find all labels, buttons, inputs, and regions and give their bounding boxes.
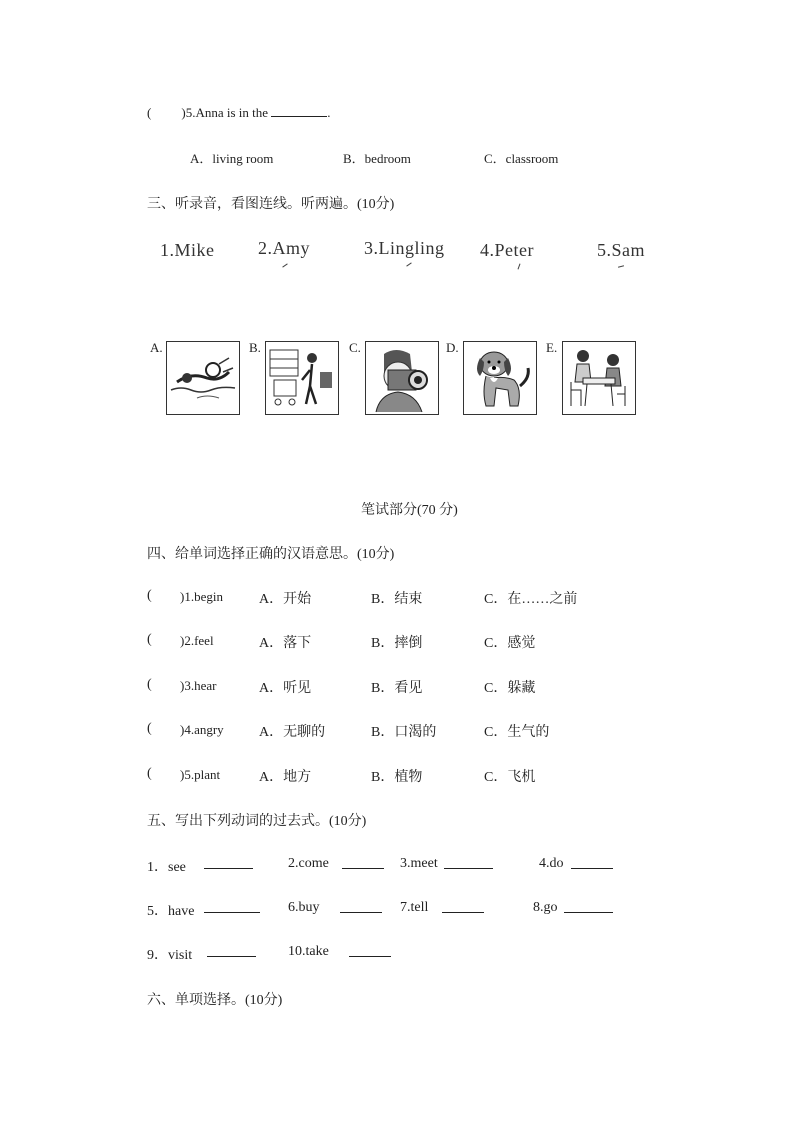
answer-blank[interactable] — [204, 900, 260, 913]
choice-b: B．植物 — [371, 770, 423, 785]
dot-mark — [406, 262, 411, 266]
verb-label: 5．have — [147, 904, 195, 919]
written-part-heading: 笔试部分(70 分) — [361, 503, 458, 518]
vocab-word: )5.plant — [180, 767, 221, 782]
answer-blank[interactable] — [340, 900, 382, 913]
name-amy: 2.Amy — [258, 238, 310, 258]
pic-letter-d: D. — [446, 340, 459, 355]
shopping-picture-icon — [265, 341, 339, 415]
answer-blank[interactable] — [444, 856, 493, 869]
question-5-stem — [147, 104, 331, 121]
answer-blank[interactable] — [207, 944, 256, 957]
answer-blank[interactable] — [349, 944, 391, 957]
choice-c: C．感觉 — [484, 636, 536, 651]
stem-period: . — [327, 105, 331, 120]
vocab-word: )1.begin — [180, 589, 223, 604]
choice-a: A．开始 — [259, 592, 312, 607]
vocab-word: )3.hear — [180, 678, 217, 693]
answer-paren[interactable]: ( — [147, 677, 152, 692]
answer-paren[interactable]: ( — [147, 632, 152, 647]
choice-b: B．看见 — [371, 681, 423, 696]
swimming-picture-icon — [166, 341, 240, 415]
answer-paren[interactable]: ( — [147, 721, 152, 736]
name-mike: 1.Mike — [160, 240, 215, 260]
verb-label: 10.take — [288, 944, 329, 959]
section-3-heading: 三、听录音，看图连线。听两遍。(10分) — [147, 197, 395, 212]
pic-letter-e: E. — [546, 340, 558, 355]
dog-picture-icon — [463, 341, 537, 415]
dot-mark — [282, 263, 287, 267]
dot-mark — [618, 265, 624, 268]
option-a: A．living room — [190, 151, 274, 166]
paren-close: ) — [181, 105, 186, 120]
dot-mark — [518, 264, 521, 270]
pic-letter-c: C. — [349, 340, 361, 355]
choice-b: B．摔倒 — [371, 636, 423, 651]
choice-a: A．地方 — [259, 770, 312, 785]
answer-paren[interactable]: ( — [147, 766, 152, 781]
choice-a: A．无聊的 — [259, 725, 326, 740]
section-6-heading: 六、单项选择。(10分) — [147, 993, 283, 1008]
choice-c: C．躲藏 — [484, 681, 536, 696]
answer-blank[interactable] — [442, 900, 484, 913]
choice-b: B．结束 — [371, 592, 423, 607]
answer-blank[interactable] — [204, 856, 253, 869]
option-b: B．bedroom — [343, 151, 411, 166]
answer-blank[interactable] — [342, 856, 384, 869]
name-lingling: 3.Lingling — [364, 238, 445, 258]
verb-label: 3.meet — [400, 856, 438, 871]
verb-label: 8.go — [533, 900, 558, 915]
pic-letter-b: B. — [249, 340, 261, 355]
verb-label: 6.buy — [288, 900, 320, 915]
verb-label: 9．visit — [147, 948, 193, 963]
name-peter: 4.Peter — [480, 240, 534, 260]
vocab-word: )2.feel — [180, 633, 214, 648]
camera-picture-icon — [365, 341, 439, 415]
answer-blank[interactable] — [571, 856, 613, 869]
choice-b: B．口渴的 — [371, 725, 437, 740]
section-4-heading: 四、给单词选择正确的汉语意思。(10分) — [147, 547, 395, 562]
answer-paren: ( — [147, 105, 152, 120]
verb-label: 1．see — [147, 860, 186, 875]
section-5-heading: 五、写出下列动词的过去式。(10分) — [147, 814, 367, 829]
choice-c: C．飞机 — [484, 770, 536, 785]
pic-letter-a: A. — [150, 340, 163, 355]
option-c: C．classroom — [484, 151, 559, 166]
answer-blank[interactable] — [271, 104, 327, 117]
name-sam: 5.Sam — [597, 240, 646, 260]
choice-c: C．生气的 — [484, 725, 550, 740]
choice-c: C．在……之前 — [484, 592, 578, 607]
answer-paren[interactable]: ( — [147, 588, 152, 603]
answer-blank[interactable] — [564, 900, 613, 913]
verb-label: 4.do — [539, 856, 564, 871]
verb-label: 7.tell — [400, 900, 429, 915]
verb-label: 2.come — [288, 856, 329, 871]
vocab-word: )4.angry — [180, 722, 224, 737]
stem-text: 5.Anna is in the — [185, 105, 269, 120]
choice-a: A．落下 — [259, 636, 312, 651]
children-at-table-picture-icon — [562, 341, 636, 415]
choice-a: A．听见 — [259, 681, 312, 696]
